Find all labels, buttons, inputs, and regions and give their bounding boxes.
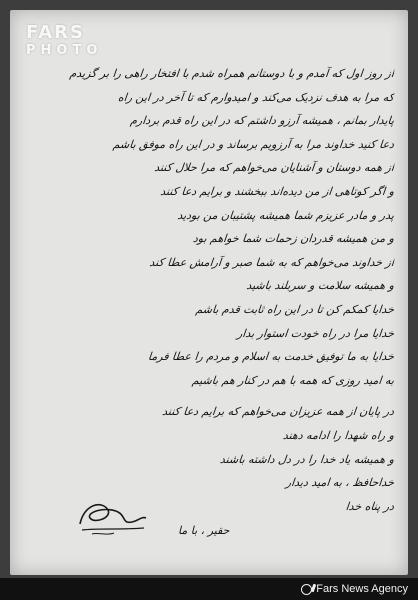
- letter-line: و همیشه سلامت و سربلند باشید: [245, 279, 395, 293]
- signature-sub: با ما: [178, 524, 198, 537]
- letter-line: و همیشه یاد خدا را در دل داشته باشند: [219, 452, 395, 466]
- letter-line: خداحافظ ، به امید دیدار: [285, 476, 395, 490]
- letter-line: و راه شهدا را ادامه دهند: [282, 428, 395, 442]
- signature-label: [178, 524, 229, 537]
- letter-line: و اگر کوتاهی از من دیده‌اند ببخشند و برایم دعا کنند: [159, 184, 395, 198]
- letter-line: پایدار بمانم ، همیشه آرزو داشتم که در این راه قدم بردارم: [129, 114, 395, 128]
- letter-line: به امید روزی که همه با هم در کنار هم باشیم: [191, 373, 395, 387]
- fars-logo-icon: [301, 584, 312, 595]
- letter-line: در پناه خدا: [345, 499, 395, 513]
- letter-line: پدر و مادر عزیزم شما همیشه پشتیبان من بودید: [176, 208, 395, 222]
- letter-line: خدایا به ما توفیق خدمت به اسلام و مردم را عطا فرما: [147, 350, 395, 364]
- letter-line: خدایا کمکم کن تا در این راه ثابت قدم باشم: [194, 302, 395, 316]
- letter-line: از خداوند می‌خواهم که به شما صبر و آرامش عطا کند: [148, 255, 395, 269]
- letter-line: از همه دوستان و آشنایان می‌خواهم که مرا حلال کنند: [153, 161, 395, 175]
- letter-line: که مرا به هدف نزدیک می‌کند و امیدوارم که تا آخر در این راه: [117, 90, 395, 104]
- watermark-brand: FARS: [26, 22, 85, 43]
- letter-line: از روز اول که آمدم و با دوستانم همراه شدم با افتخار راهی را بر گزیدم: [68, 67, 395, 80]
- footer-agency: Fars News Agency: [316, 583, 408, 595]
- footer-bar: [0, 578, 418, 600]
- letter-line: در پایان از همه عزیزان می‌خواهم که برایم دعا کنند: [161, 405, 395, 419]
- letter-paper: [10, 10, 408, 575]
- letter-line: خدایا مرا در راه خودت استوار بدار: [236, 326, 395, 340]
- watermark-sub: PHOTO: [26, 43, 103, 58]
- handwritten-signature: [72, 494, 152, 540]
- handwritten-letter: [24, 62, 394, 518]
- letter-line: دعا کنید خداوند مرا به آرزویم برساند و در این راه موفق باشم: [112, 137, 395, 151]
- signature-text: حقیر ،: [200, 524, 230, 537]
- watermark: [26, 24, 102, 57]
- letter-line: و من همیشه قدردان زحمات شما خواهم بود: [192, 232, 395, 246]
